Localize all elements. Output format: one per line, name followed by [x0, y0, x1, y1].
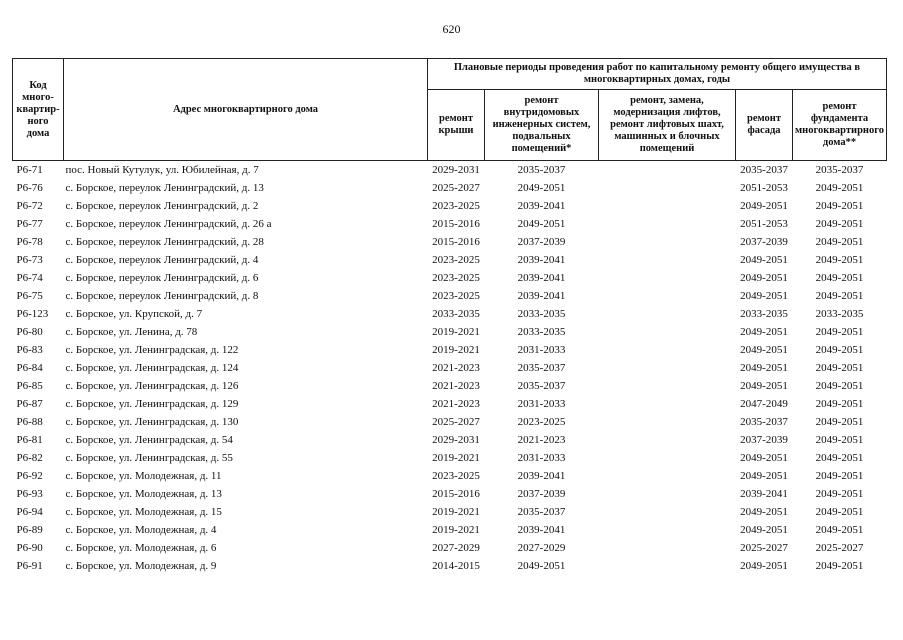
cell-address: с. Борское, ул. Ленинградская, д. 122	[65, 344, 239, 356]
header-facade: ремонт фасада	[736, 90, 793, 161]
cell-engineering: 2035-2037	[485, 161, 599, 180]
cell-roof: 2025-2027	[432, 182, 480, 194]
cell-address: с. Борское, ул. Ленина, д. 78	[65, 326, 198, 338]
cell-engineering: 2033-2035	[517, 308, 566, 320]
cell-engineering: 2037-2039	[517, 236, 566, 248]
cell-facade: 2049-2051	[740, 254, 788, 266]
cell-roof: 2019-2021	[432, 344, 480, 356]
cell-address: с. Борское, ул. Молодежная, д. 6	[65, 542, 217, 554]
cell-engineering: 2039-2041	[517, 272, 566, 284]
table-row	[13, 431, 887, 449]
cell-code: Р6-82	[16, 452, 43, 464]
cell-facade: 2049-2051	[740, 506, 788, 518]
cell-roof: 2023-2025	[432, 272, 480, 284]
table-body	[13, 161, 887, 576]
cell-engineering: 2039-2041	[517, 290, 566, 302]
cell-foundation: 2025-2027	[815, 542, 864, 554]
table-row	[13, 449, 887, 467]
cell-roof: 2029-2031	[432, 434, 480, 446]
cell-facade: 2035-2037	[736, 161, 793, 180]
cell-foundation: 2049-2051	[815, 326, 864, 338]
cell-address: с. Борское, ул. Ленинградская, д. 130	[65, 416, 239, 428]
cell-elevators	[599, 395, 736, 413]
cell-engineering: 2035-2037	[517, 362, 566, 374]
cell-address: с. Борское, переулок Ленинградский, д. 4	[65, 254, 259, 266]
table-row	[13, 251, 887, 269]
cell-facade: 2035-2037	[740, 416, 788, 428]
cell-address: с. Борское, ул. Молодежная, д. 4	[65, 524, 217, 536]
cell-facade: 2049-2051	[740, 452, 788, 464]
cell-roof: 2023-2025	[432, 200, 480, 212]
capital-repair-table	[12, 58, 887, 575]
cell-engineering: 2049-2051	[517, 218, 566, 230]
cell-elevators	[599, 485, 736, 503]
cell-address: с. Борское, переулок Ленинградский, д. 8	[65, 290, 259, 302]
table-row	[13, 539, 887, 557]
cell-elevators	[599, 341, 736, 359]
cell-code: Р6-74	[16, 272, 43, 284]
cell-elevators	[599, 557, 736, 575]
table-row	[13, 269, 887, 287]
cell-elevators	[599, 503, 736, 521]
table-row	[13, 305, 887, 323]
table-row	[13, 377, 887, 395]
cell-roof: 2014-2015	[432, 560, 480, 572]
table-row	[13, 503, 887, 521]
cell-address: с. Борское, ул. Ленинградская, д. 54	[65, 434, 233, 446]
cell-address: с. Борское, ул. Молодежная, д. 9	[65, 560, 217, 572]
cell-code: Р6-88	[16, 416, 43, 428]
cell-foundation: 2049-2051	[815, 290, 864, 302]
cell-facade: 2025-2027	[740, 542, 788, 554]
cell-code: Р6-72	[16, 200, 43, 212]
cell-engineering: 2049-2051	[517, 182, 566, 194]
cell-foundation: 2049-2051	[815, 524, 864, 536]
cell-foundation: 2049-2051	[815, 506, 864, 518]
cell-address: с. Борское, переулок Ленинградский, д. 26 а	[65, 218, 272, 230]
cell-facade: 2033-2035	[740, 308, 788, 320]
table-row	[13, 197, 887, 215]
cell-roof: 2019-2021	[432, 452, 480, 464]
cell-elevators	[599, 197, 736, 215]
cell-foundation: 2049-2051	[815, 236, 864, 248]
table-row	[13, 521, 887, 539]
cell-code: Р6-93	[16, 488, 43, 500]
cell-address: с. Борское, переулок Ленинградский, д. 13	[65, 182, 264, 194]
cell-facade: 2049-2051	[740, 344, 788, 356]
cell-engineering: 2039-2041	[517, 254, 566, 266]
cell-address: с. Борское, ул. Ленинградская, д. 129	[65, 398, 239, 410]
cell-foundation: 2049-2051	[815, 452, 864, 464]
cell-engineering: 2037-2039	[517, 488, 566, 500]
cell-facade: 2039-2041	[740, 488, 788, 500]
cell-engineering: 2035-2037	[517, 506, 566, 518]
header-foundation: ремонт фундамента многоквартирного дома**	[793, 90, 887, 161]
cell-roof: 2023-2025	[432, 470, 480, 482]
table-row	[13, 323, 887, 341]
cell-foundation: 2049-2051	[815, 272, 864, 284]
header-planned-periods: Плановые периоды проведения работ по капитальному ремонту общего имущества в многоквартирных домах, годы	[428, 59, 887, 90]
header-address: Адрес многоквартирного дома	[64, 59, 428, 161]
cell-foundation: 2049-2051	[815, 362, 864, 374]
cell-elevators	[599, 413, 736, 431]
cell-elevators	[599, 449, 736, 467]
cell-address: с. Борское, ул. Ленинградская, д. 55	[65, 452, 233, 464]
table-row	[13, 359, 887, 377]
table-row	[13, 395, 887, 413]
cell-address: с. Борское, ул. Крупской, д. 7	[65, 308, 203, 320]
cell-engineering: 2023-2025	[517, 416, 566, 428]
cell-elevators	[599, 467, 736, 485]
cell-foundation: 2049-2051	[815, 254, 864, 266]
cell-foundation: 2049-2051	[815, 488, 864, 500]
table-row	[13, 467, 887, 485]
table-row	[13, 233, 887, 251]
table-row	[13, 341, 887, 359]
cell-engineering: 2021-2023	[517, 434, 566, 446]
cell-engineering: 2031-2033	[517, 344, 566, 356]
table-row	[13, 287, 887, 305]
cell-address: с. Борское, ул. Ленинградская, д. 124	[65, 362, 239, 374]
cell-facade: 2037-2039	[740, 236, 788, 248]
cell-code: Р6-81	[16, 434, 43, 446]
cell-facade: 2049-2051	[740, 290, 788, 302]
cell-elevators	[599, 179, 736, 197]
page-number: 620	[442, 22, 461, 36]
cell-engineering: 2027-2029	[517, 542, 566, 554]
table-row	[13, 485, 887, 503]
table-row	[13, 179, 887, 197]
cell-engineering: 2031-2033	[517, 452, 566, 464]
cell-elevators	[599, 431, 736, 449]
cell-roof: 2033-2035	[432, 308, 480, 320]
cell-code: Р6-73	[16, 254, 43, 266]
cell-elevators	[599, 377, 736, 395]
cell-foundation: 2049-2051	[815, 200, 864, 212]
cell-foundation: 2049-2051	[815, 344, 864, 356]
cell-elevators	[599, 287, 736, 305]
cell-code: Р6-92	[16, 470, 43, 482]
cell-roof: 2023-2025	[432, 290, 480, 302]
cell-roof: 2021-2023	[432, 398, 480, 410]
cell-roof: 2019-2021	[432, 524, 480, 536]
cell-code: Р6-87	[16, 398, 43, 410]
cell-address: с. Борское, ул. Молодежная, д. 13	[65, 488, 222, 500]
cell-code: Р6-123	[16, 308, 49, 320]
cell-foundation: 2049-2051	[815, 218, 864, 230]
cell-code: Р6-75	[16, 290, 43, 302]
cell-code: Р6-83	[16, 344, 43, 356]
cell-engineering: 2049-2051	[517, 560, 566, 572]
cell-address: с. Борское, ул. Молодежная, д. 15	[65, 506, 222, 518]
cell-facade: 2049-2051	[740, 560, 788, 572]
cell-roof: 2023-2025	[432, 254, 480, 266]
cell-code: Р6-78	[16, 236, 43, 248]
cell-facade: 2047-2049	[740, 398, 788, 410]
header-engineering: ремонт внутридомовых инженерных систем, подвальных помещений*	[485, 90, 599, 161]
cell-elevators	[599, 215, 736, 233]
table-header	[13, 59, 887, 161]
table-row	[13, 413, 887, 431]
cell-foundation: 2049-2051	[815, 416, 864, 428]
cell-foundation: 2049-2051	[815, 560, 864, 572]
cell-elevators	[599, 251, 736, 269]
cell-facade: 2051-2053	[740, 218, 788, 230]
cell-engineering: 2039-2041	[517, 470, 566, 482]
cell-code: Р6-80	[16, 326, 43, 338]
cell-engineering: 2033-2035	[517, 326, 566, 338]
cell-address: с. Борское, ул. Молодежная, д. 11	[65, 470, 222, 482]
cell-engineering: 2039-2041	[517, 524, 566, 536]
cell-facade: 2037-2039	[740, 434, 788, 446]
cell-foundation: 2049-2051	[815, 470, 864, 482]
cell-code: Р6-85	[16, 380, 43, 392]
cell-roof: 2015-2016	[432, 218, 480, 230]
cell-engineering: 2039-2041	[517, 200, 566, 212]
cell-address: с. Борское, переулок Ленинградский, д. 28	[65, 236, 264, 248]
cell-elevators	[599, 269, 736, 287]
cell-elevators	[599, 521, 736, 539]
cell-elevators	[599, 323, 736, 341]
cell-facade: 2051-2053	[740, 182, 788, 194]
cell-facade: 2049-2051	[740, 272, 788, 284]
cell-code: Р6-89	[16, 524, 43, 536]
cell-roof: 2025-2027	[432, 416, 480, 428]
cell-address: с. Борское, ул. Ленинградская, д. 126	[65, 380, 239, 392]
cell-foundation: 2049-2051	[815, 434, 864, 446]
cell-foundation: 2035-2037	[793, 161, 887, 180]
cell-engineering: 2035-2037	[517, 380, 566, 392]
cell-foundation: 2049-2051	[815, 380, 864, 392]
cell-elevators	[599, 305, 736, 323]
cell-facade: 2049-2051	[740, 362, 788, 374]
cell-elevators	[599, 161, 736, 180]
cell-facade: 2049-2051	[740, 524, 788, 536]
header-roof: ремонт крыши	[428, 90, 485, 161]
cell-roof: 2021-2023	[432, 362, 480, 374]
table-row	[13, 161, 887, 180]
cell-address: с. Борское, переулок Ленинградский, д. 6	[65, 272, 259, 284]
cell-roof: 2015-2016	[432, 488, 480, 500]
table-row	[13, 215, 887, 233]
table-row	[13, 557, 887, 575]
cell-foundation: 2033-2035	[815, 308, 864, 320]
cell-roof: 2029-2031	[428, 161, 485, 180]
cell-roof: 2021-2023	[432, 380, 480, 392]
cell-code: Р6-90	[16, 542, 43, 554]
cell-facade: 2049-2051	[740, 200, 788, 212]
cell-code: Р6-76	[16, 182, 43, 194]
cell-foundation: 2049-2051	[815, 182, 864, 194]
cell-code: Р6-94	[16, 506, 43, 518]
cell-roof: 2019-2021	[432, 326, 480, 338]
cell-elevators	[599, 233, 736, 251]
cell-engineering: 2031-2033	[517, 398, 566, 410]
cell-code: Р6-71	[13, 161, 64, 180]
cell-facade: 2049-2051	[740, 326, 788, 338]
cell-facade: 2049-2051	[740, 380, 788, 392]
cell-elevators	[599, 539, 736, 557]
cell-code: Р6-84	[16, 362, 43, 374]
cell-roof: 2027-2029	[432, 542, 480, 554]
cell-facade: 2049-2051	[740, 470, 788, 482]
cell-roof: 2015-2016	[432, 236, 480, 248]
cell-roof: 2019-2021	[432, 506, 480, 518]
cell-address: с. Борское, переулок Ленинградский, д. 2	[65, 200, 259, 212]
cell-code: Р6-77	[16, 218, 43, 230]
cell-address: пос. Новый Кутулук, ул. Юбилейная, д. 7	[64, 161, 428, 180]
header-elevators: ремонт, замена, модернизация лифтов, ремонт лифтовых шахт, машинных и блочных помещений	[599, 90, 736, 161]
cell-foundation: 2049-2051	[815, 398, 864, 410]
cell-elevators	[599, 359, 736, 377]
cell-code: Р6-91	[16, 560, 43, 572]
header-code: Код много-квартир-ного дома	[13, 59, 64, 161]
